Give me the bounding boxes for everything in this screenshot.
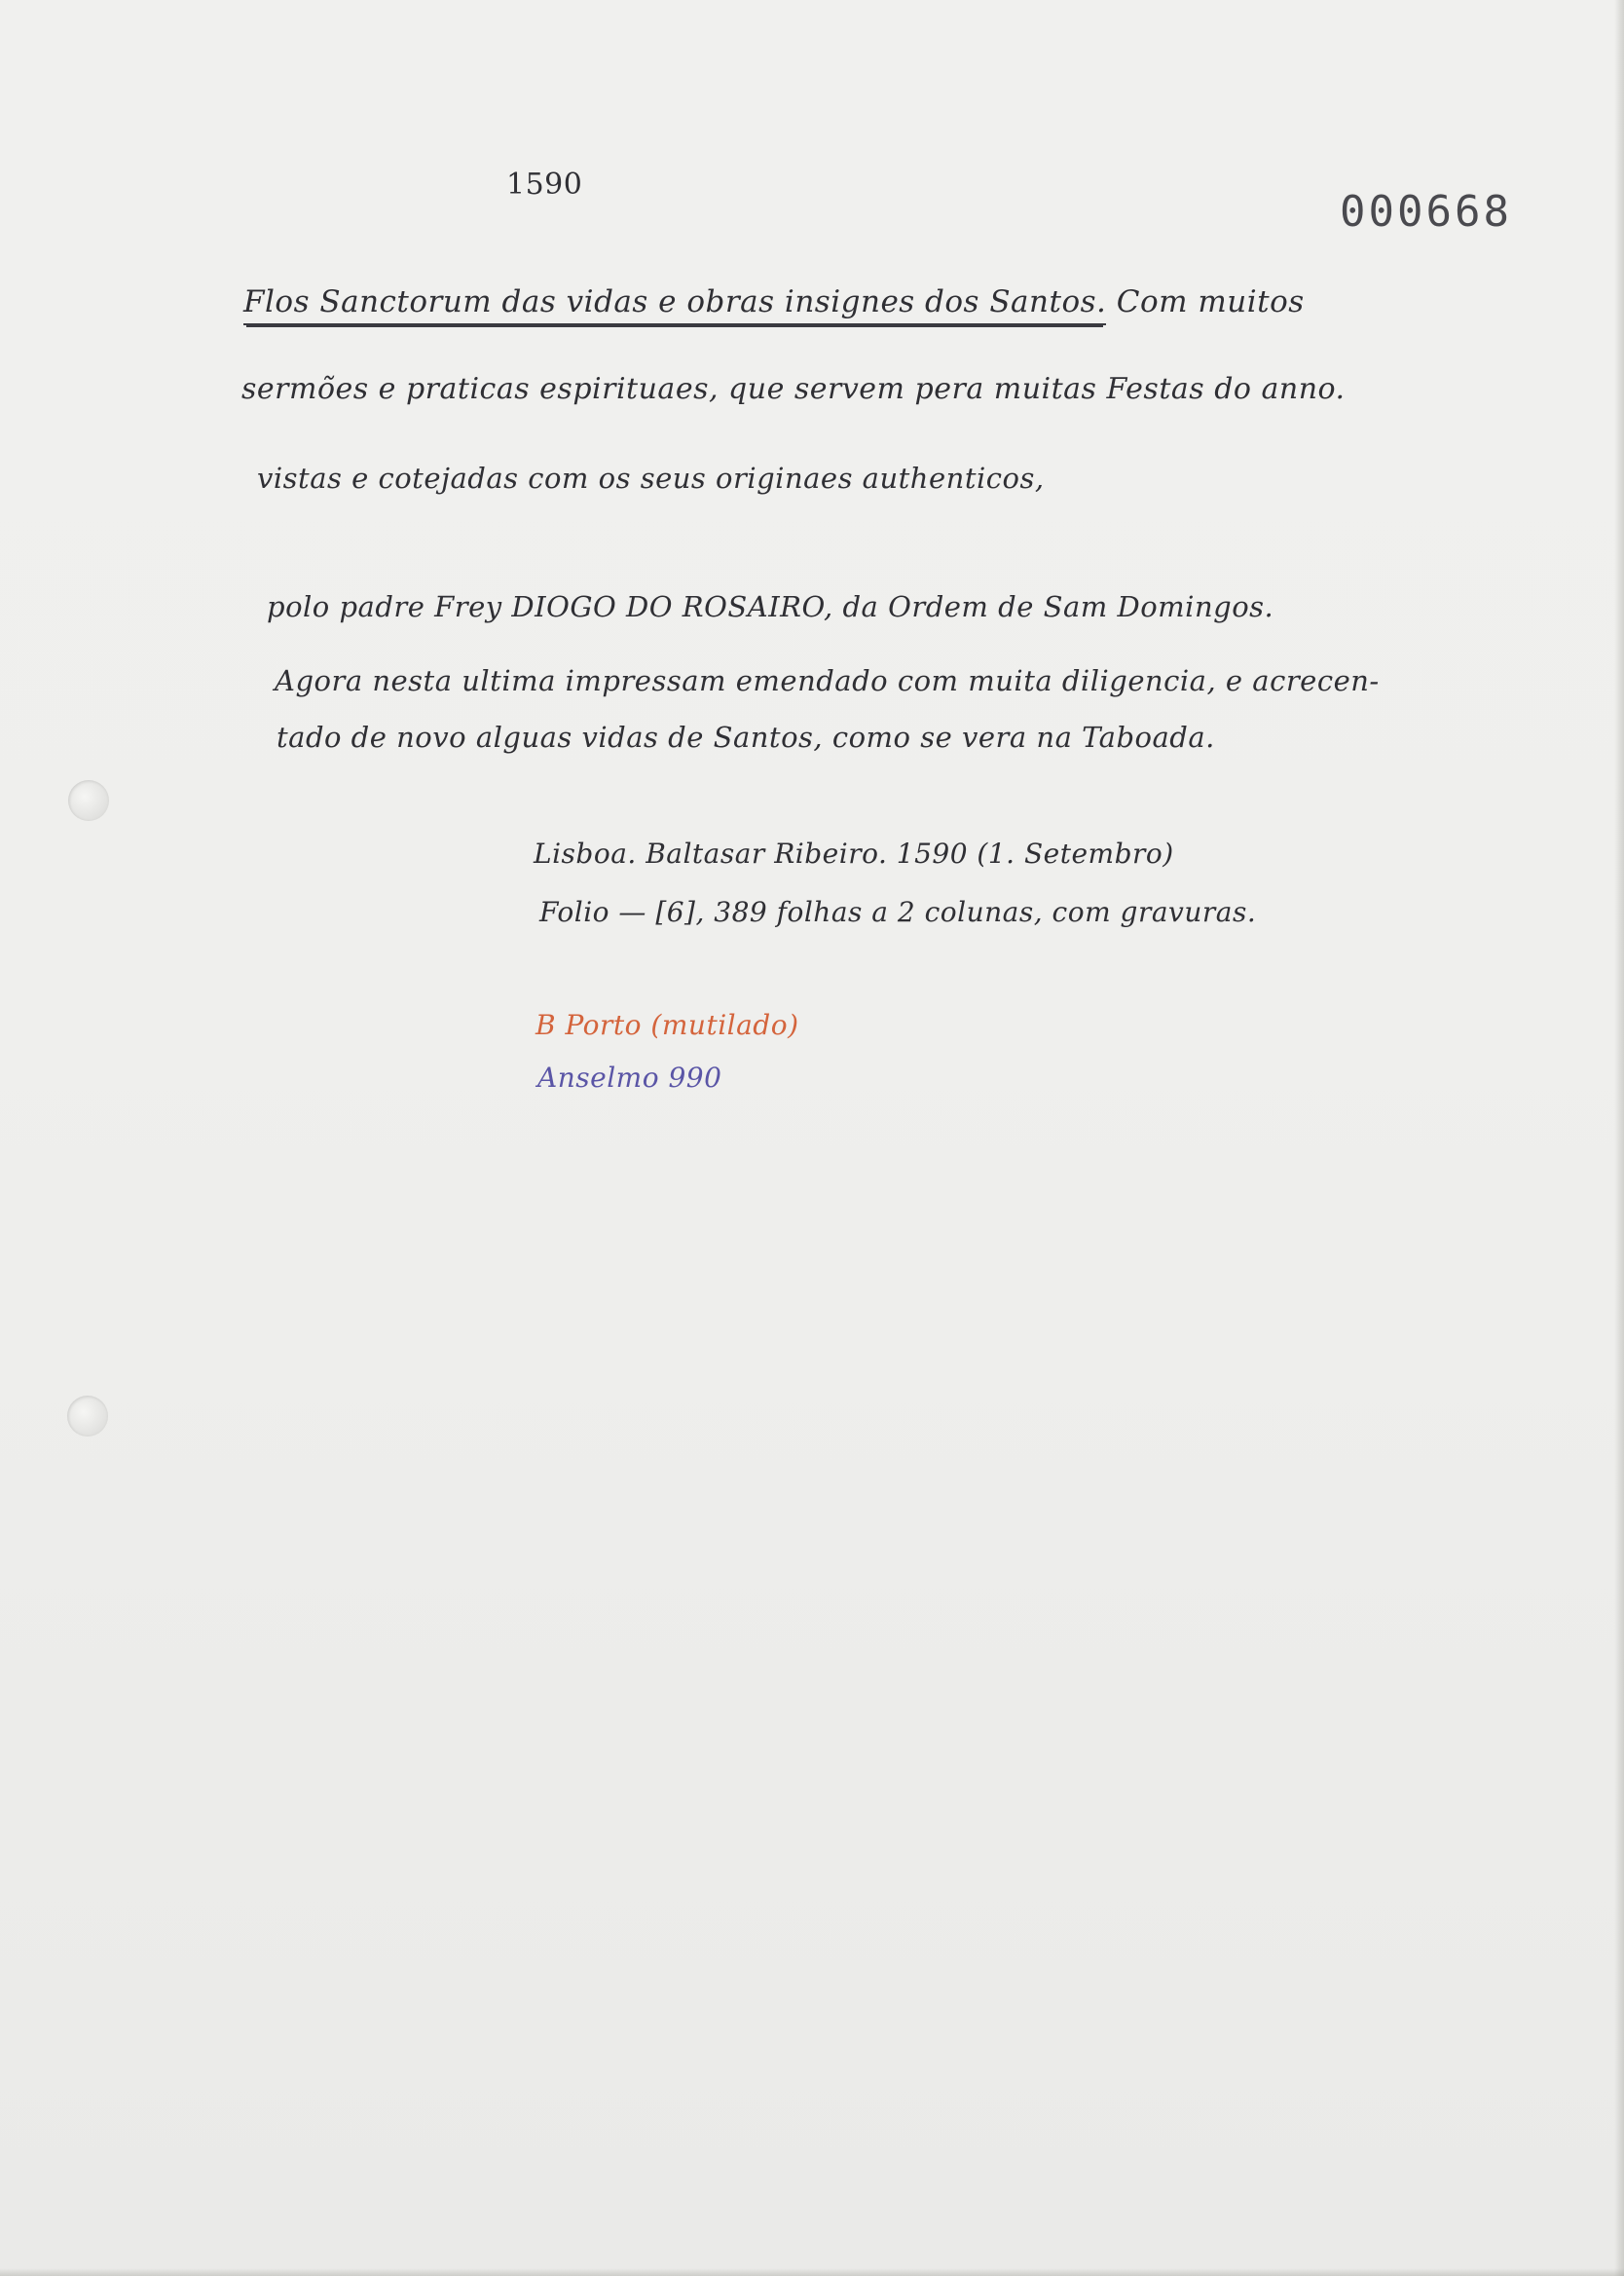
title-line: [243, 284, 1305, 325]
card-year: 1590: [506, 168, 583, 202]
imprint-line: Lisboa. Baltasar Ribeiro. 1590 (1. Setembro): [534, 838, 1174, 870]
punch-hole-icon: [68, 780, 109, 821]
description-line: sermões e praticas espirituaes, que servem pera muitas Festas do anno.: [241, 372, 1346, 406]
edition-line: tado de novo alguas vidas de Santos, como se vera na Taboada.: [277, 721, 1215, 754]
punch-hole-icon: [67, 1396, 108, 1436]
book-title: Flos Sanctorum das vidas e obras insignes dos Santos.: [243, 284, 1106, 325]
page-edge-right: [1614, 0, 1624, 2276]
description-line: vistas e cotejadas com os seus originaes authenticos,: [257, 462, 1045, 495]
reference-number: 000668: [1340, 187, 1512, 237]
location-note: B Porto (mutilado): [535, 1009, 799, 1041]
page-edge-bottom: [0, 2268, 1624, 2276]
collation-line: Folio — [6], 389 folhas a 2 colunas, com gravuras.: [539, 896, 1257, 928]
reference-note: Anselmo 990: [537, 1062, 722, 1094]
edition-line: Agora nesta ultima impressam emendado com muita diligencia, e acrecen-: [275, 664, 1380, 697]
author-line: polo padre Frey DIOGO DO ROSAIRO, da Ordem de Sam Domingos.: [267, 590, 1274, 623]
title-continuation: Com muitos: [1116, 284, 1305, 319]
